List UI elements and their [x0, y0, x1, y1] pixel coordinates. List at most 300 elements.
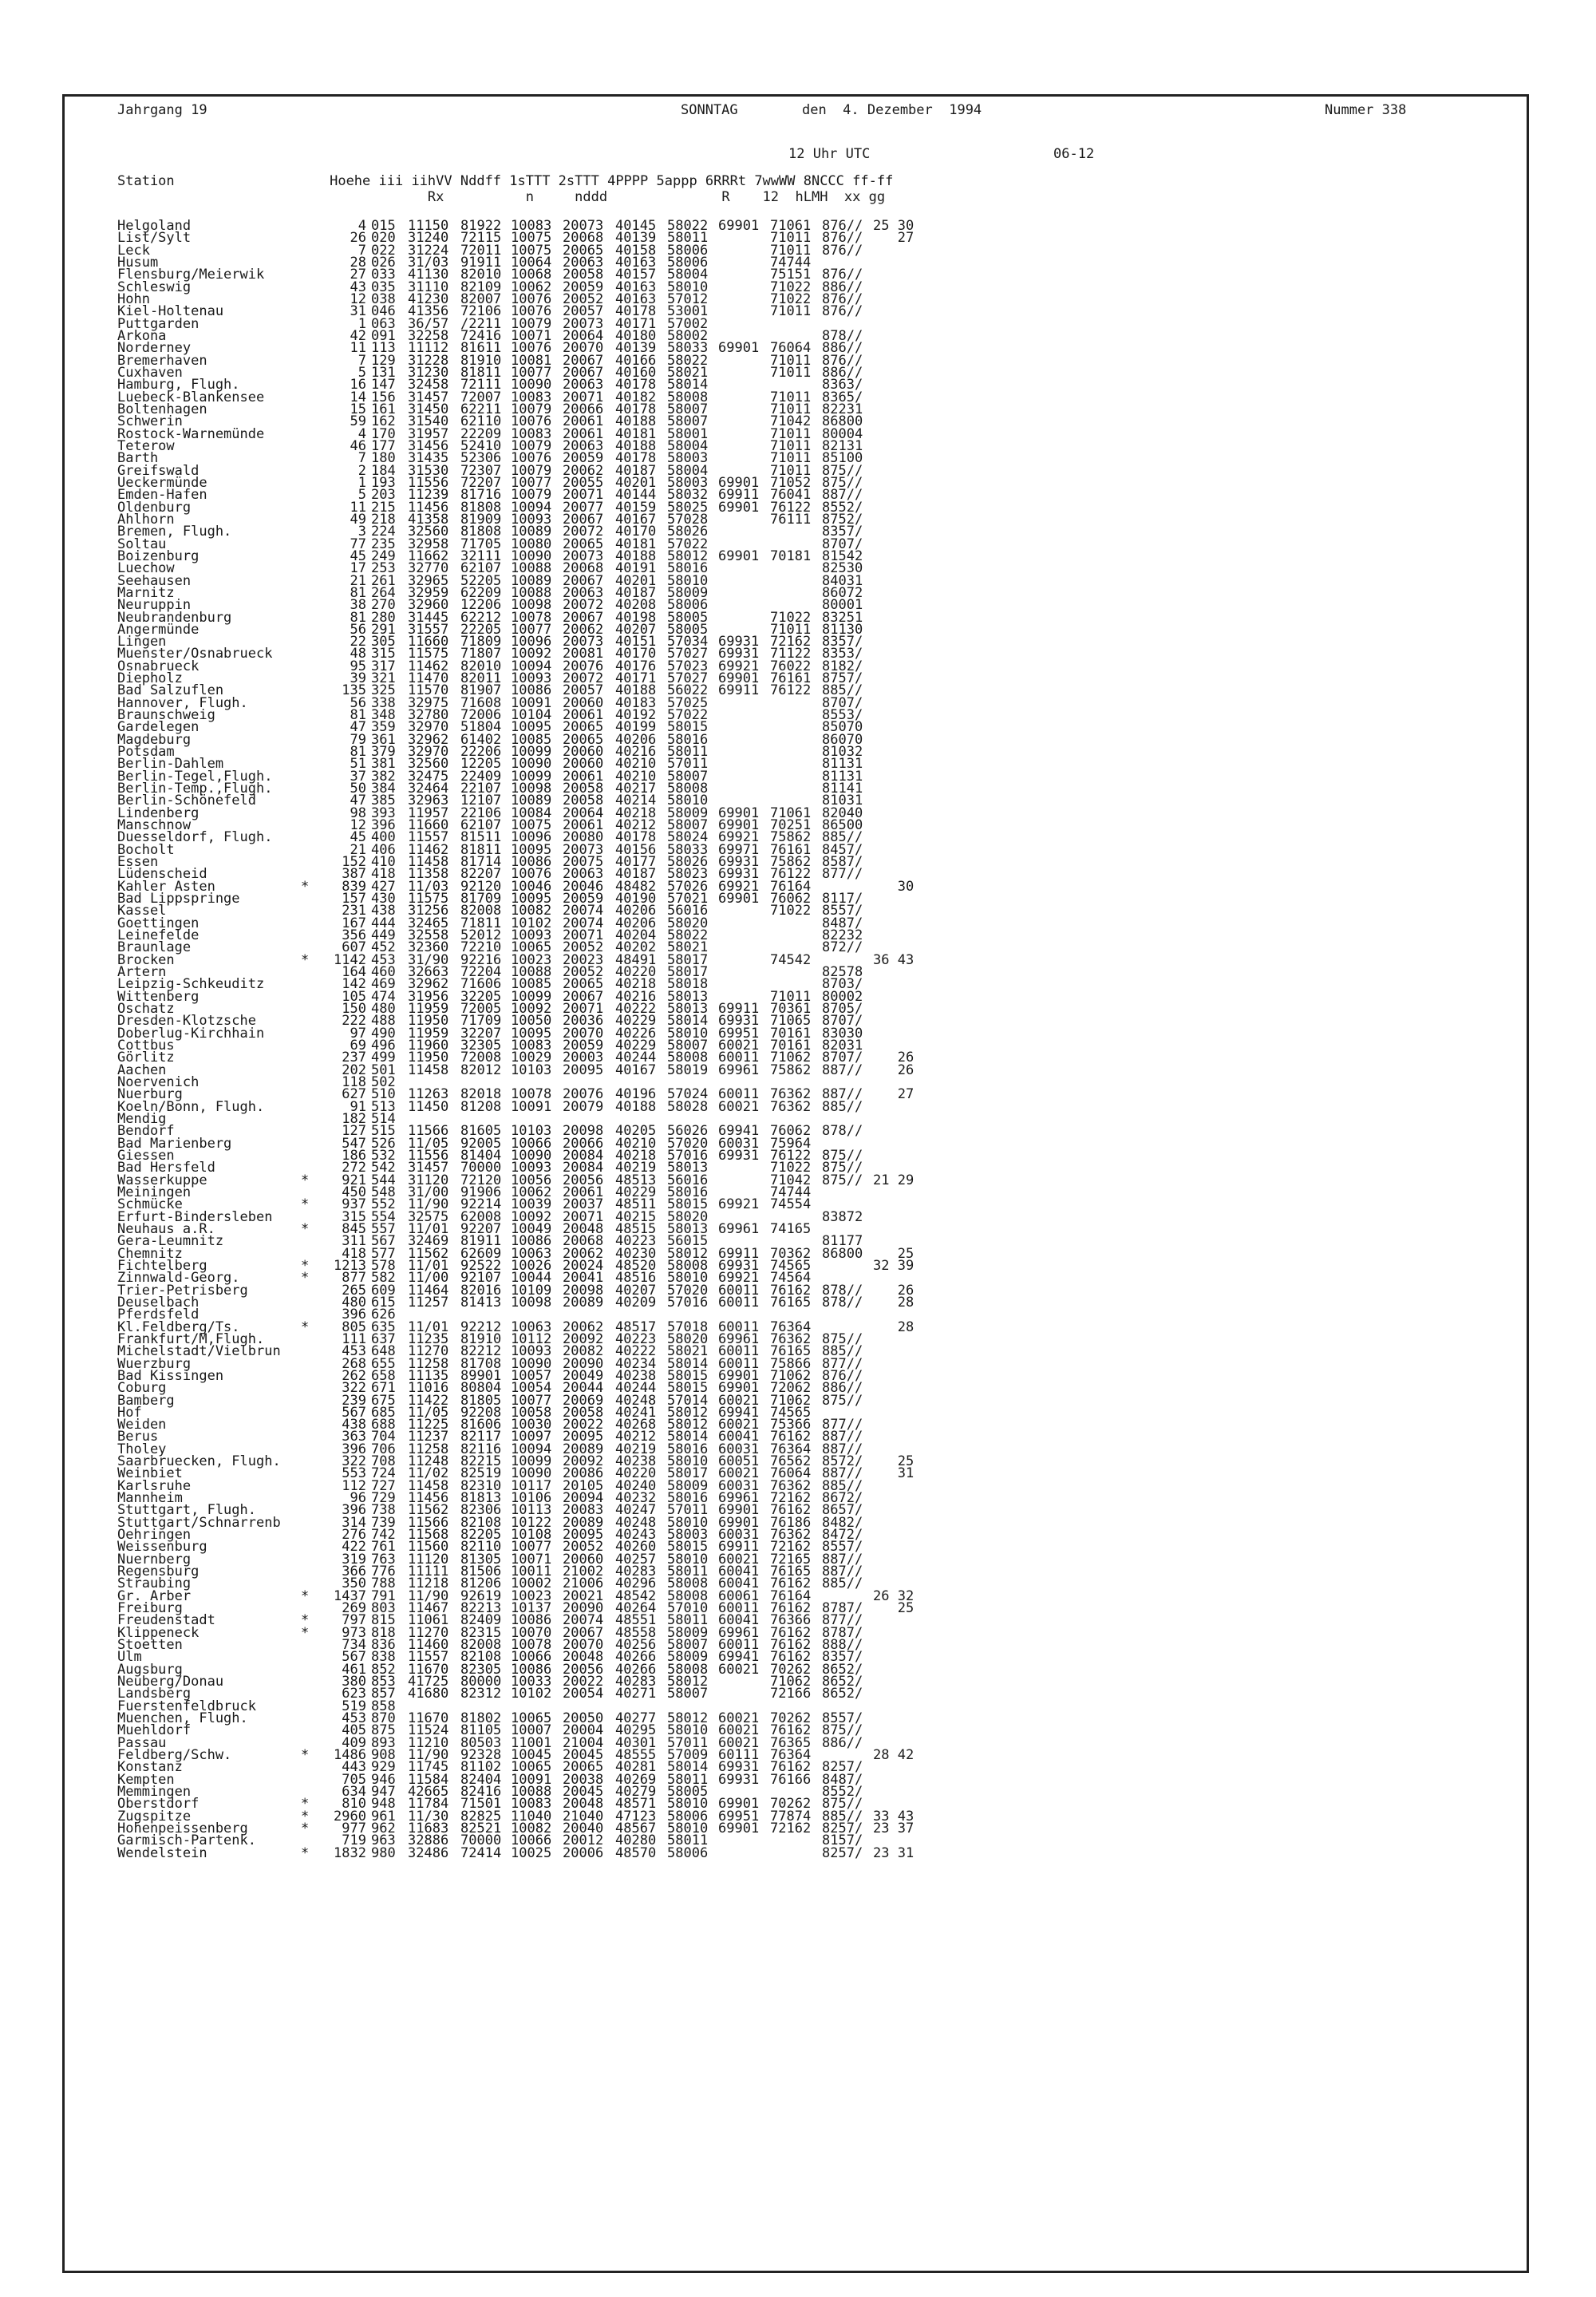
- cell-clouds: 8353/: [822, 646, 863, 662]
- cell-clouds: 8707/: [822, 694, 863, 711]
- cell-iihvv: 11/90: [408, 1587, 449, 1604]
- cell-pressure: 40188: [615, 1098, 657, 1115]
- cell-pressure: 40280: [615, 1832, 657, 1849]
- cell-station-name: Weinbiet: [117, 1465, 183, 1482]
- cell-tendency: 58007: [667, 401, 709, 417]
- cell-iihvv: 32962: [408, 976, 449, 993]
- cell-precipitation: 60041: [718, 1564, 760, 1580]
- cell-temperature: 10094: [511, 658, 552, 674]
- cell-pressure: 40182: [615, 389, 657, 405]
- cell-station-id: 317: [371, 658, 396, 674]
- cell-station-id: 776: [371, 1564, 396, 1580]
- cell-precipitation: 69901: [718, 218, 760, 234]
- cell-station-name: Dresden-Klotzsche: [117, 1013, 256, 1030]
- cell-dewpoint: 20066: [563, 401, 604, 417]
- cell-station-height: 157: [342, 891, 366, 907]
- cell-pressure: 40204: [615, 927, 657, 944]
- cell-temperature: 10002: [511, 1575, 552, 1592]
- cell-tendency: 58010: [667, 793, 709, 809]
- cell-temperature: 10086: [511, 854, 552, 871]
- cell-temperature: 10092: [511, 1001, 552, 1017]
- cell-station-name: Gardelegen: [117, 719, 200, 736]
- cell-iihvv: 11218: [408, 1575, 449, 1592]
- cell-nddff: 81206: [460, 1575, 502, 1592]
- cell-station-height: 977: [342, 1820, 366, 1836]
- cell-station-name: Artern: [117, 964, 167, 981]
- cell-weather: 76164: [770, 1587, 812, 1604]
- cell-precipitation: 60011: [718, 1355, 760, 1372]
- cell-clouds: 8657/: [822, 1502, 863, 1519]
- cell-station-name: Stuttgart, Flugh.: [117, 1502, 256, 1519]
- cell-station-name: Goettingen: [117, 915, 200, 931]
- cell-clouds: 83251: [822, 609, 863, 626]
- cell-precipitation: 69921: [718, 658, 760, 674]
- cell-station-name: Berlin-Dahlem: [117, 756, 224, 773]
- cell-tendency: 57002: [667, 315, 709, 332]
- cell-station-height: 26: [350, 230, 366, 247]
- cell-temperature: 10078: [511, 1637, 552, 1654]
- cell-pressure: 40256: [615, 1637, 657, 1654]
- cell-station-name: Hohn: [117, 291, 150, 307]
- cell-nddff: 72008: [460, 1050, 502, 1066]
- cell-temperature: 10102: [511, 915, 552, 931]
- cell-station-id: 946: [371, 1771, 396, 1788]
- cell-gusts: 21 29: [873, 1172, 915, 1188]
- cell-pressure: 40230: [615, 1245, 657, 1262]
- cell-weather: 76165: [770, 1343, 812, 1360]
- cell-dewpoint: 20071: [563, 927, 604, 944]
- cell-station-name: Husum: [117, 254, 159, 271]
- cell-station-id: 948: [371, 1796, 396, 1813]
- cell-station-name: Neuberg/Donau: [117, 1674, 224, 1690]
- cell-tendency: 58013: [667, 1001, 709, 1017]
- cell-weather: 75964: [770, 1135, 812, 1152]
- cell-nddff: 32207: [460, 1025, 502, 1042]
- cell-station-height: 142: [342, 976, 366, 993]
- cell-station-id: 224: [371, 524, 396, 540]
- cell-precipitation: 69921: [718, 878, 760, 895]
- cell-temperature: 10068: [511, 267, 552, 283]
- cell-tendency: 58012: [667, 1417, 709, 1433]
- cell-temperature: 10090: [511, 377, 552, 393]
- cell-tendency: 58008: [667, 1575, 709, 1592]
- cell-iihvv: 42665: [408, 1784, 449, 1800]
- cell-dewpoint: 20045: [563, 1784, 604, 1800]
- cell-station-height: 322: [342, 1380, 366, 1397]
- cell-precipitation: 69931: [718, 646, 760, 662]
- cell-gusts: 25: [873, 1600, 915, 1617]
- cell-station-id: 499: [371, 1050, 396, 1066]
- cell-clouds: 82131: [822, 437, 863, 454]
- cell-iihvv: 31956: [408, 988, 449, 1005]
- cell-pressure: 40243: [615, 1527, 657, 1544]
- cell-temperature: 10108: [511, 1527, 552, 1544]
- cell-station-name: Luebeck-Blankensee: [117, 389, 265, 405]
- cell-dewpoint: 20045: [563, 1747, 604, 1764]
- cell-tendency: 56015: [667, 1233, 709, 1250]
- cell-temperature: 10091: [511, 694, 552, 711]
- cell-station-id: 671: [371, 1380, 396, 1397]
- cell-station-name: Neubrandenburg: [117, 609, 232, 626]
- cell-station-height: 380: [342, 1674, 366, 1690]
- cell-dewpoint: 20060: [563, 744, 604, 761]
- cell-station-height: 97: [350, 1025, 366, 1042]
- cell-station-id: 382: [371, 768, 396, 785]
- cell-precipitation: 69931: [718, 1257, 760, 1274]
- cell-dewpoint: 20089: [563, 1294, 604, 1311]
- cell-pressure: 40192: [615, 707, 657, 724]
- cell-temperature: 10089: [511, 793, 552, 809]
- cell-station-name: Magdeburg: [117, 731, 192, 748]
- cell-iihvv: 11/90: [408, 1747, 449, 1764]
- cell-pressure: 40187: [615, 866, 657, 883]
- cell-station-id: 582: [371, 1270, 396, 1287]
- cell-mountain-marker: *: [301, 951, 310, 968]
- cell-pressure: 48520: [615, 1257, 657, 1274]
- cell-station-id: 305: [371, 634, 396, 650]
- cell-clouds: 81542: [822, 548, 863, 564]
- cell-nddff: 82215: [460, 1453, 502, 1470]
- cell-tendency: 56022: [667, 682, 709, 699]
- cell-clouds: 876//: [822, 267, 863, 283]
- cell-temperature: 10079: [511, 401, 552, 417]
- cell-temperature: 10049: [511, 1220, 552, 1237]
- cell-pressure: 40177: [615, 854, 657, 871]
- cell-nddff: 62110: [460, 413, 502, 430]
- cell-clouds: 8117/: [822, 891, 863, 907]
- cell-weather: 74744: [770, 254, 812, 271]
- cell-iihvv: 32575: [408, 1208, 449, 1225]
- cell-nddff: 81506: [460, 1564, 502, 1580]
- cell-dewpoint: 20098: [563, 1123, 604, 1140]
- cell-station-id: 180: [371, 450, 396, 467]
- cell-iihvv: 11662: [408, 548, 449, 564]
- cell-station-id: 418: [371, 866, 396, 883]
- cell-station-name: Bremen, Flugh.: [117, 524, 232, 540]
- cell-clouds: 81131: [822, 756, 863, 773]
- cell-station-id: 438: [371, 903, 396, 919]
- cell-station-name: Landsberg: [117, 1686, 192, 1702]
- cell-weather: 72162: [770, 1490, 812, 1507]
- cell-temperature: 10079: [511, 437, 552, 454]
- cell-station-height: 4: [358, 425, 366, 442]
- cell-dewpoint: 20105: [563, 1477, 604, 1494]
- cell-station-id: 453: [371, 951, 396, 968]
- cell-station-name: Neuhaus a.R.: [117, 1220, 215, 1237]
- cell-iihvv: 11467: [408, 1600, 449, 1617]
- cell-dewpoint: 20073: [563, 634, 604, 650]
- cell-tendency: 57022: [667, 707, 709, 724]
- cell-clouds: 81031: [822, 793, 863, 809]
- cell-station-name: Schwerin: [117, 413, 183, 430]
- cell-precipitation: 60031: [718, 1135, 760, 1152]
- cell-station-height: 48: [350, 646, 366, 662]
- cell-temperature: 10093: [511, 1160, 552, 1176]
- cell-station-height: 363: [342, 1429, 366, 1445]
- cell-weather: 70161: [770, 1037, 812, 1054]
- cell-iihvv: 11575: [408, 891, 449, 907]
- cell-nddff: 12205: [460, 756, 502, 773]
- cell-station-name: Garmisch-Partenk.: [117, 1832, 256, 1849]
- cell-clouds: 878//: [822, 1294, 863, 1311]
- cell-weather: 71011: [770, 988, 812, 1005]
- cell-pressure: 40210: [615, 1135, 657, 1152]
- cell-temperature: 10103: [511, 1123, 552, 1140]
- cell-station-name: Wuerzburg: [117, 1355, 192, 1372]
- cell-mountain-marker: *: [301, 1319, 310, 1335]
- cell-tendency: 58017: [667, 1465, 709, 1482]
- cell-clouds: 875//: [822, 1147, 863, 1164]
- cell-station-id: 264: [371, 584, 396, 601]
- cell-station-id: 818: [371, 1624, 396, 1641]
- cell-dewpoint: 20022: [563, 1417, 604, 1433]
- cell-dewpoint: 20070: [563, 340, 604, 357]
- cell-tendency: 58017: [667, 964, 709, 981]
- cell-station-height: 311: [342, 1233, 366, 1250]
- cell-station-name: Stuttgart/Schnarrenb: [117, 1514, 281, 1531]
- cell-station-height: 150: [342, 1001, 366, 1017]
- cell-pressure: 40244: [615, 1050, 657, 1066]
- cell-tendency: 58007: [667, 817, 709, 834]
- cell-nddff: 82109: [460, 279, 502, 295]
- cell-station-id: 385: [371, 793, 396, 809]
- cell-tendency: 58014: [667, 377, 709, 393]
- cell-precipitation: 60011: [718, 1050, 760, 1066]
- cell-station-name: Hamburg, Flugh.: [117, 377, 240, 393]
- cell-station-id: 131: [371, 364, 396, 381]
- cell-weather: 76186: [770, 1514, 812, 1531]
- cell-clouds: 8707/: [822, 536, 863, 552]
- cell-tendency: 58008: [667, 1257, 709, 1274]
- cell-tendency: 58015: [667, 1367, 709, 1384]
- cell-clouds: 8457/: [822, 841, 863, 858]
- cell-station-name: Oehringen: [117, 1527, 192, 1544]
- cell-dewpoint: 20065: [563, 976, 604, 993]
- cell-pressure: 40181: [615, 425, 657, 442]
- cell-temperature: 10098: [511, 1294, 552, 1311]
- cell-weather: 76365: [770, 1734, 812, 1751]
- cell-tendency: 58010: [667, 1514, 709, 1531]
- cell-station-height: 519: [342, 1698, 366, 1714]
- cell-station-id: 038: [371, 291, 396, 307]
- cell-dewpoint: 20062: [563, 462, 604, 479]
- cell-pressure: 40156: [615, 841, 657, 858]
- cell-clouds: 876//: [822, 1367, 863, 1384]
- cell-nddff: 82010: [460, 658, 502, 674]
- cell-precipitation: 60021: [718, 1037, 760, 1054]
- cell-station-name: Hohenpeissenberg: [117, 1820, 248, 1836]
- cell-station-id: 513: [371, 1098, 396, 1115]
- cell-dewpoint: 20065: [563, 731, 604, 748]
- cell-station-height: 719: [342, 1832, 366, 1849]
- cell-iihvv: 32258: [408, 327, 449, 344]
- cell-pressure: 40281: [615, 1759, 657, 1776]
- cell-station-id: 020: [371, 230, 396, 247]
- cell-tendency: 58020: [667, 1208, 709, 1225]
- cell-station-id: 291: [371, 621, 396, 638]
- cell-station-height: 98: [350, 805, 366, 821]
- cell-precipitation: 60031: [718, 1477, 760, 1494]
- cell-temperature: 10090: [511, 1465, 552, 1482]
- cell-temperature: 10065: [511, 1759, 552, 1776]
- cell-nddff: 82416: [460, 1784, 502, 1800]
- cell-iihvv: 11/05: [408, 1135, 449, 1152]
- cell-station-height: 607: [342, 939, 366, 956]
- cell-gusts: 32 39: [873, 1257, 915, 1274]
- cell-nddff: 82212: [460, 1343, 502, 1360]
- cell-pressure: 40178: [615, 450, 657, 467]
- cell-temperature: 11040: [511, 1808, 552, 1825]
- cell-iihvv: 32558: [408, 927, 449, 944]
- cell-station-height: 805: [342, 1319, 366, 1335]
- cell-station-id: 460: [371, 964, 396, 981]
- cell-dewpoint: 20059: [563, 1037, 604, 1054]
- cell-station-height: 186: [342, 1147, 366, 1164]
- cell-station-name: Bad Hersfeld: [117, 1160, 215, 1176]
- cell-pressure: 40238: [615, 1453, 657, 1470]
- cell-station-height: 1437: [334, 1587, 366, 1604]
- cell-weather: 76122: [770, 1147, 812, 1164]
- cell-station-height: 231: [342, 903, 366, 919]
- cell-station-id: 514: [371, 1110, 396, 1127]
- cell-mountain-marker: *: [301, 1796, 310, 1813]
- cell-temperature: 10063: [511, 1245, 552, 1262]
- cell-clouds: 8182/: [822, 658, 863, 674]
- cell-iihvv: 31110: [408, 279, 449, 295]
- cell-station-id: 963: [371, 1832, 396, 1849]
- cell-station-id: 577: [371, 1245, 396, 1262]
- cell-station-name: Kahler Asten: [117, 878, 215, 895]
- cell-station-id: 870: [371, 1710, 396, 1727]
- cell-iihvv: 11560: [408, 1539, 449, 1556]
- cell-pressure: 40214: [615, 793, 657, 809]
- cell-station-name: Kl.Feldberg/Ts.: [117, 1319, 240, 1335]
- cell-temperature: 10098: [511, 781, 552, 797]
- cell-dewpoint: 20072: [563, 524, 604, 540]
- cell-tendency: 58002: [667, 327, 709, 344]
- cell-iihvv: 32960: [408, 597, 449, 614]
- cell-temperature: 10046: [511, 878, 552, 895]
- cell-clouds: 876//: [822, 230, 863, 247]
- cell-tendency: 58033: [667, 841, 709, 858]
- cell-nddff: 80503: [460, 1734, 502, 1751]
- cell-station-id: 321: [371, 670, 396, 687]
- cell-clouds: 8787/: [822, 1600, 863, 1617]
- cell-tendency: 58006: [667, 1844, 709, 1861]
- cell-station-id: 929: [371, 1759, 396, 1776]
- cell-tendency: 58005: [667, 1784, 709, 1800]
- cell-temperature: 10044: [511, 1270, 552, 1287]
- cell-nddff: 82305: [460, 1661, 502, 1678]
- cell-station-id: 035: [371, 279, 396, 295]
- cell-nddff: 92120: [460, 878, 502, 895]
- cell-station-id: 480: [371, 1001, 396, 1017]
- cell-pressure: 40188: [615, 437, 657, 454]
- cell-station-height: 202: [342, 1062, 366, 1078]
- cell-nddff: 92207: [460, 1220, 502, 1237]
- cell-temperature: 10025: [511, 1844, 552, 1861]
- cell-temperature: 10088: [511, 1784, 552, 1800]
- cell-temperature: 10065: [511, 1710, 552, 1727]
- cell-pressure: 48542: [615, 1587, 657, 1604]
- cell-pressure: 40181: [615, 536, 657, 552]
- cell-temperature: 10090: [511, 756, 552, 773]
- cell-station-name: Doberlug-Kirchhain: [117, 1025, 265, 1042]
- cell-weather: 70251: [770, 817, 812, 834]
- cell-weather: 70362: [770, 1245, 812, 1262]
- cell-dewpoint: 20061: [563, 1184, 604, 1200]
- cell-nddff: 71709: [460, 1013, 502, 1030]
- cell-dewpoint: 20041: [563, 1270, 604, 1287]
- cell-iihvv: 11959: [408, 1001, 449, 1017]
- cell-temperature: 10045: [511, 1747, 552, 1764]
- cell-tendency: 58015: [667, 1380, 709, 1397]
- cell-dewpoint: 20058: [563, 1404, 604, 1421]
- cell-tendency: 57011: [667, 1734, 709, 1751]
- cell-station-height: 11: [350, 499, 366, 516]
- cell-nddff: 71501: [460, 1796, 502, 1813]
- cell-station-name: Bocholt: [117, 841, 175, 858]
- cell-temperature: 10076: [511, 340, 552, 357]
- cell-precipitation: 69961: [718, 1062, 760, 1078]
- cell-precipitation: 60011: [718, 1343, 760, 1360]
- cell-pressure: 40178: [615, 303, 657, 320]
- cell-station-height: 734: [342, 1637, 366, 1654]
- cell-iihvv: 11120: [408, 1551, 449, 1568]
- cell-iihvv: 31/00: [408, 1184, 449, 1200]
- cell-pressure: 40180: [615, 327, 657, 344]
- cell-station-id: 474: [371, 988, 396, 1005]
- cell-station-height: 2960: [334, 1808, 366, 1825]
- cell-tendency: 58003: [667, 474, 709, 491]
- cell-weather: 76111: [770, 511, 812, 528]
- cell-tendency: 58022: [667, 218, 709, 234]
- cell-gusts: 28 42: [873, 1747, 915, 1764]
- cell-precipitation: 69901: [718, 1367, 760, 1384]
- cell-station-height: 450: [342, 1184, 366, 1200]
- cell-iihvv: 32959: [408, 584, 449, 601]
- cell-station-name: Mannheim: [117, 1490, 183, 1507]
- cell-weather: 74565: [770, 1404, 812, 1421]
- cell-station-height: 877: [342, 1270, 366, 1287]
- cell-tendency: 58028: [667, 1098, 709, 1115]
- cell-nddff: 82117: [460, 1429, 502, 1445]
- cell-station-name: Muenster/Osnabrueck: [117, 646, 273, 662]
- cell-nddff: 82312: [460, 1686, 502, 1702]
- cell-station-name: Tholey: [117, 1441, 167, 1457]
- cell-dewpoint: 20052: [563, 939, 604, 956]
- cell-station-height: 47: [350, 719, 366, 736]
- cell-clouds: 8365/: [822, 389, 863, 405]
- cell-station-height: 81: [350, 609, 366, 626]
- cell-precipitation: 69911: [718, 1539, 760, 1556]
- cell-station-height: 27: [350, 267, 366, 283]
- cell-clouds: 875//: [822, 1330, 863, 1347]
- cell-clouds: 8472/: [822, 1527, 863, 1544]
- cell-temperature: 10106: [511, 1490, 552, 1507]
- cell-dewpoint: 20021: [563, 1587, 604, 1604]
- cell-pressure: 40207: [615, 621, 657, 638]
- cell-station-id: 253: [371, 560, 396, 577]
- cell-precipitation: 60021: [718, 1722, 760, 1739]
- cell-temperature: 10076: [511, 303, 552, 320]
- cell-temperature: 10098: [511, 597, 552, 614]
- cell-weather: 76162: [770, 1282, 812, 1299]
- cell-station-id: 980: [371, 1844, 396, 1861]
- cell-precipitation: 60021: [718, 1661, 760, 1678]
- cell-clouds: 887//: [822, 1465, 863, 1482]
- cell-mountain-marker: *: [301, 1747, 310, 1764]
